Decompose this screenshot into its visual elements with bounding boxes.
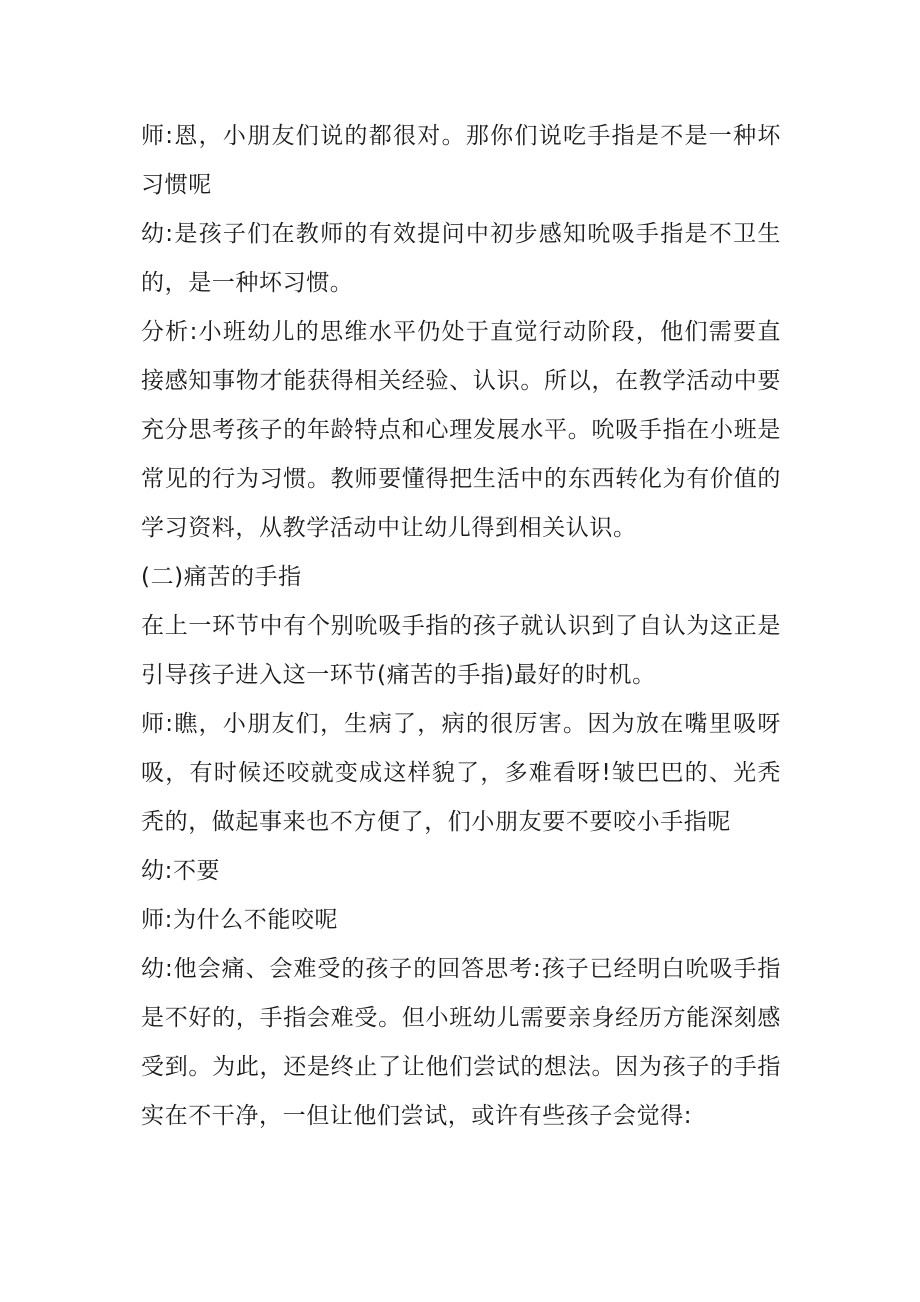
paragraph-analysis: 分析:小班幼儿的思维水平仍处于直觉行动阶段，他们需要直接感知事物才能获得相关经验、认识。所以，在教学活动中要充分思考孩子的年龄特点和心理发展水平。吮吸手指在小班是常见的行为习惯。教师要懂得把生活中的东西转化为有价值的学习资料，从教学活动中让幼儿得到相关认识。 [141, 319, 781, 541]
paragraph-child-answer: 幼:是孩子们在教师的有效提问中初步感知吮吸手指是不卫生的，是一种坏习惯。 [141, 221, 781, 296]
paragraph-teacher-question: 师:恩，小朋友们说的都很对。那你们说吃手指是不是一种坏习惯呢 [141, 123, 781, 198]
paragraph-teacher-dialogue: 师:瞧，小朋友们，生病了，病的很厉害。因为放在嘴里吸呀吸，有时候还咬就变成这样貌了，多难看呀!皱巴巴的、光秃秃的，做起事来也不方便了，们小朋友要不要咬小手指呢 [141, 711, 781, 835]
paragraph-intro: 在上一环节中有个别吮吸手指的孩子就认识到了自认为这正是引导孩子进入这一环节(痛苦的手指)最好的时机。 [141, 613, 781, 688]
paragraph-teacher-why: 师:为什么不能咬呢 [141, 907, 339, 933]
paragraph-child-reply: 幼:不要 [141, 858, 221, 884]
document-body [141, 112, 781, 1141]
section-heading: (二)痛苦的手指 [141, 564, 302, 590]
paragraph-child-reflection: 幼:他会痛、会难受的孩子的回答思考:孩子已经明白吮吸手指是不好的，手指会难受。但小班幼儿需要亲身经历方能深刻感受到。为此，还是终止了让他们尝试的想法。因为孩子的手指实在不干净，一但让他们尝试，或许有些孩子会觉得: [141, 956, 781, 1129]
